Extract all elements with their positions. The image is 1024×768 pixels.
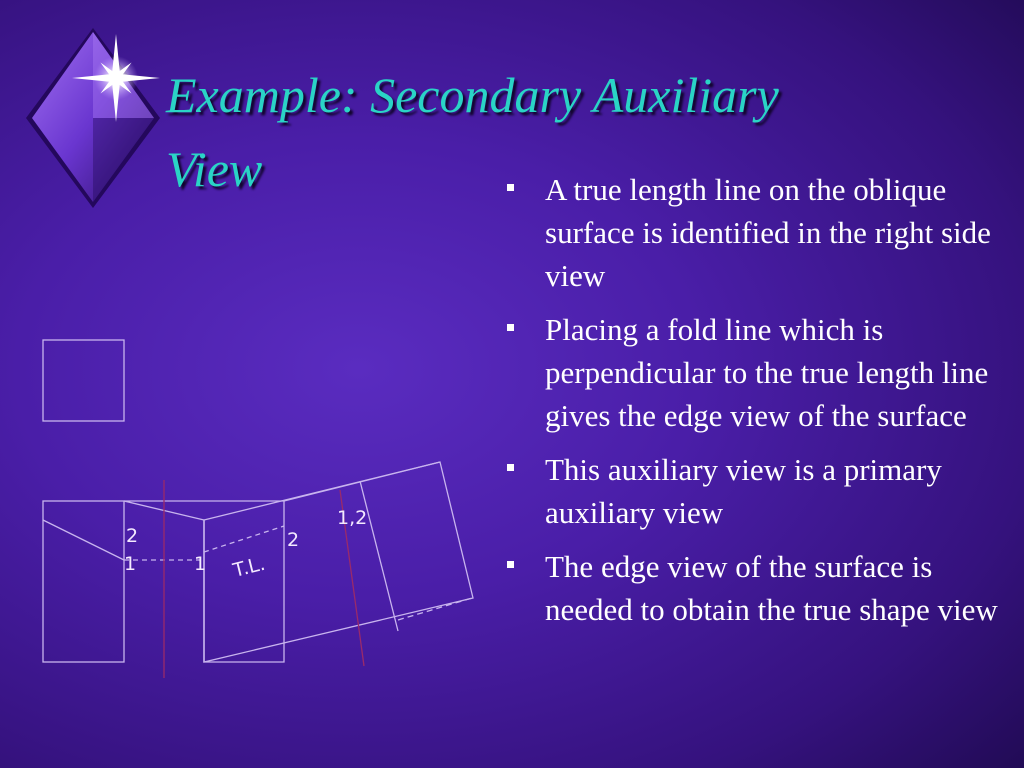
side-label-2: 2 xyxy=(287,529,300,551)
front-view-line xyxy=(43,520,124,560)
bullet-text: A true length line on the oblique surface is identified in the right side view xyxy=(545,172,991,293)
bullet-text: This auxiliary view is a primary auxiliary view xyxy=(545,452,942,530)
orthographic-drawing xyxy=(30,330,490,700)
true-length-label: T.L. xyxy=(230,552,268,582)
side-projection-line xyxy=(204,526,284,552)
bullet-text: Placing a fold line which is perpendicular to the true length line gives the edge view of the surface xyxy=(545,312,989,433)
auxiliary-inner-line xyxy=(360,481,398,631)
bullet-item xyxy=(505,308,1005,437)
bullet-item xyxy=(505,448,1005,534)
square-bullet-icon xyxy=(507,324,514,331)
bullet-list xyxy=(505,168,1005,642)
front-label-1: 1 xyxy=(124,553,137,575)
bullet-text: The edge view of the surface is needed to obtain the true shape view xyxy=(545,549,998,627)
front-view xyxy=(43,501,124,662)
side-label-1: 1 xyxy=(194,553,207,575)
front-label-2: 2 xyxy=(126,525,139,547)
bullet-item xyxy=(505,168,1005,297)
auxiliary-edge-view xyxy=(398,598,472,620)
square-bullet-icon xyxy=(507,561,514,568)
diamond-star-icon xyxy=(18,26,168,216)
bullet-item xyxy=(505,545,1005,631)
title-line-2: View xyxy=(166,141,263,197)
aux-label-12: 1,2 xyxy=(337,507,368,529)
title-line-1: Example: Secondary Auxiliary xyxy=(166,67,779,123)
square-bullet-icon xyxy=(507,184,514,191)
square-bullet-icon xyxy=(507,464,514,471)
auxiliary-view-edge xyxy=(284,462,440,501)
top-view xyxy=(43,340,124,421)
